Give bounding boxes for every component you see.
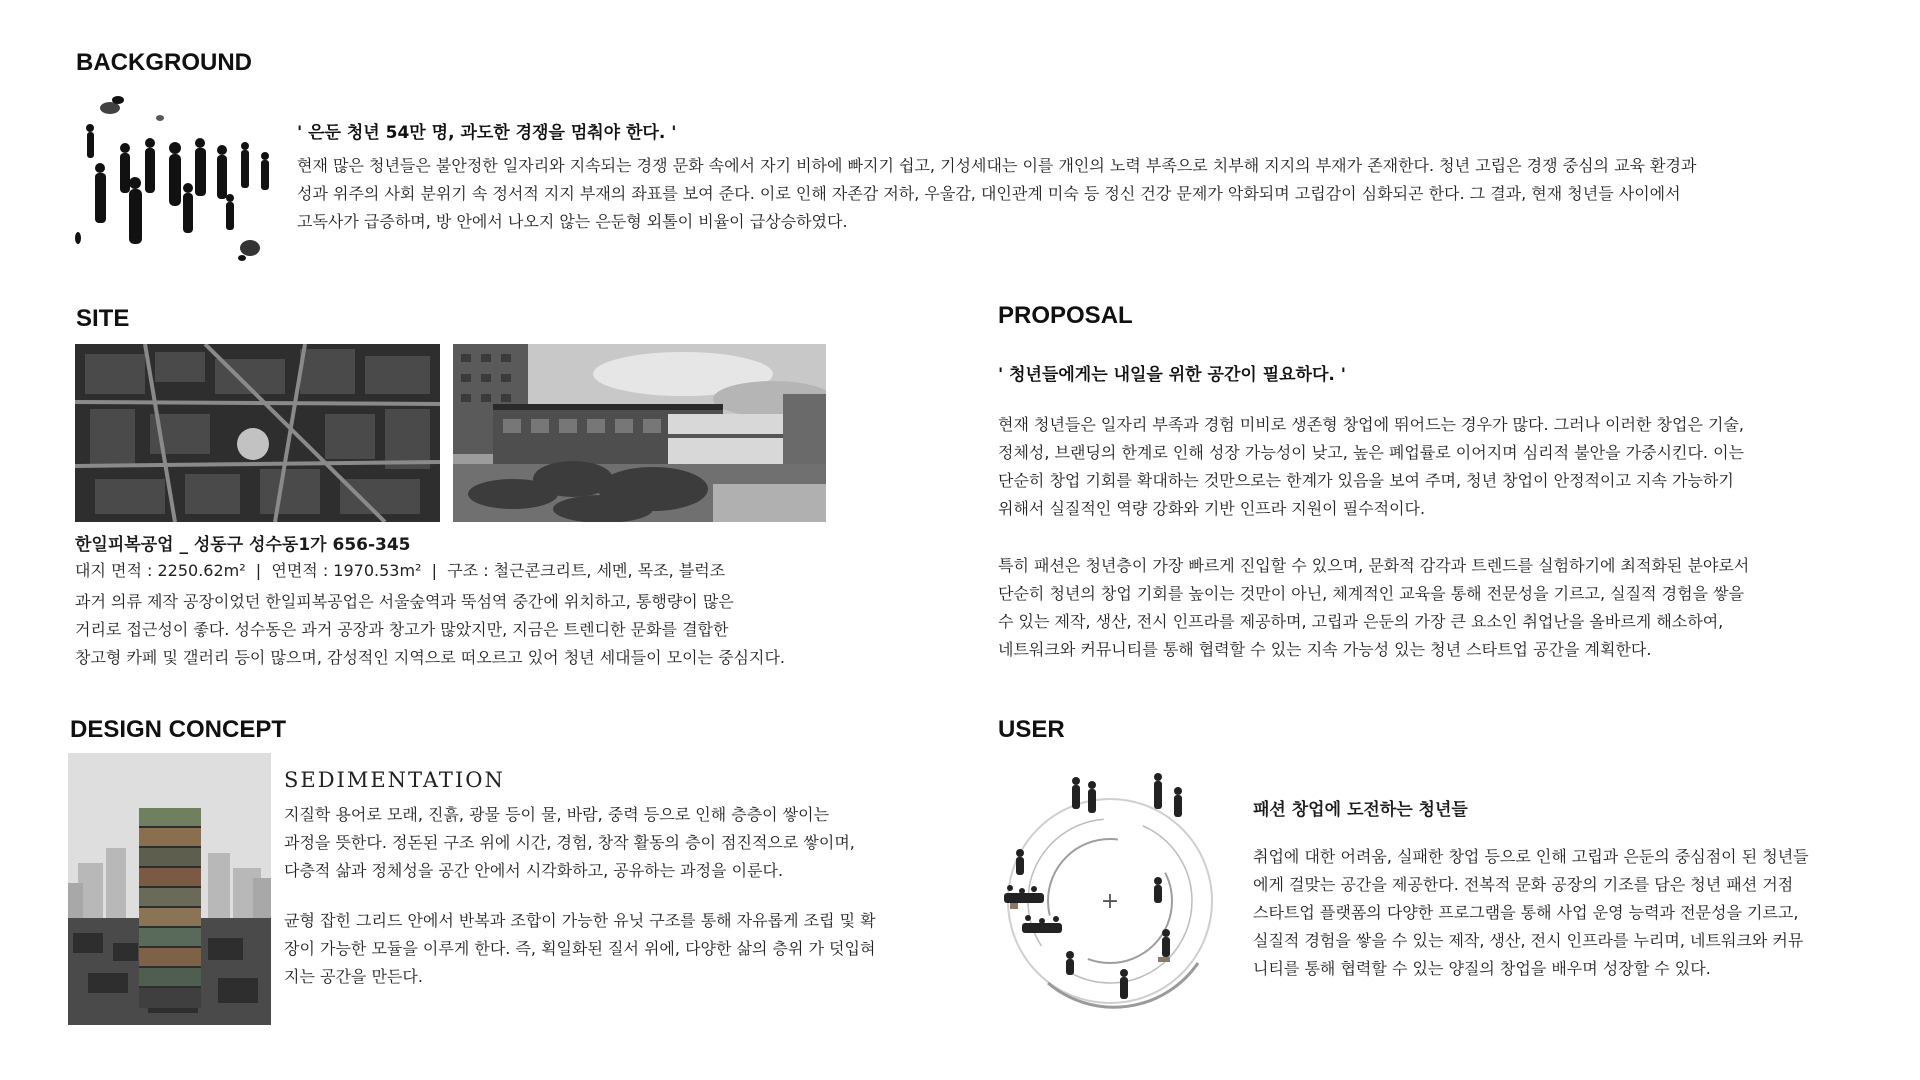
site-title: SITE — [76, 305, 130, 332]
paragraph-line: 단순히 청년의 창업 기회를 높이는 것만이 아닌, 체계적인 교육을 통해 전문성을 기르고, 실질적 경험을 쌓을 — [998, 584, 1744, 603]
paragraph-line: 성과 위주의 사회 분위기 속 정서적 지지 부재의 좌표를 보여 준다. 이로 인해 자존감 저하, 우울감, 대인관계 미숙 등 정신 건강 문제가 악화되며 고립감이 심화되곤 한다. 그 결과, 현재 청년들 사이에서 — [297, 184, 1681, 203]
paragraph-line: 과거 의류 제작 공장이었던 한일피복공업은 서울숲역과 뚝섬역 중간에 위치하고, 통행량이 많은 — [75, 592, 734, 611]
paragraph-line: 네트워크와 커뮤니티를 통해 협력할 수 있는 지속 가능성 있는 청년 스타트업 공간을 계획한다. — [998, 640, 1652, 659]
proposal-paragraph-2 — [998, 552, 1749, 664]
tower-collage-illustration — [68, 753, 271, 1025]
paragraph-line: 에게 걸맞는 공간을 제공한다. 전복적 문화 공장의 기조를 담은 청년 패션 거점 — [1253, 875, 1794, 894]
paragraph-line: 위해서 실질적인 역량 강화와 기반 인프라 지원이 필수적이다. — [998, 499, 1426, 518]
site-name: 한일피복공업 _ 성동구 성수동1가 656-345 — [75, 535, 411, 555]
paragraph-line: 고독사가 급증하며, 방 안에서 나오지 않는 은둔형 외톨이 비율이 급상승하였다. — [297, 212, 848, 231]
user-subtitle: 패션 창업에 도전하는 청년들 — [1253, 800, 1468, 820]
user-paragraph — [1253, 843, 1809, 983]
background-quote: ' 은둔 청년 54만 명, 과도한 경쟁을 멈춰야 한다. ' — [297, 123, 677, 143]
user-title: USER — [998, 716, 1065, 743]
site-paragraph — [75, 588, 785, 672]
site-specs: 대지 면적 : 2250.62m² | 연면적 : 1970.53m² | 구조 : 철근콘크리트, 세멘, 목조, 블럭조 — [75, 561, 726, 580]
paragraph-line: 거리로 접근성이 좋다. 성수동은 과거 공장과 창고가 많았지만, 지금은 트렌디한 문화를 결합한 — [75, 620, 729, 639]
paragraph-line: 스타트업 플랫폼의 다양한 프로그램을 통해 사업 운영 능력과 전문성을 기르고, — [1253, 903, 1799, 922]
paragraph-line: 창고형 카페 및 갤러리 등이 많으며, 감성적인 지역으로 떠오르고 있어 청년 세대들이 모이는 중심지다. — [75, 648, 785, 667]
paragraph-line: 수 있는 제작, 생산, 전시 인프라를 제공하며, 고립과 은둔의 가장 큰 요소인 취업난을 올바르게 해소하여, — [998, 612, 1724, 631]
background-paragraph — [297, 152, 1696, 236]
paragraph-line: 장이 가능한 모듈을 이루게 한다. 즉, 획일화된 질서 위에, 다양한 삶의 층위 가 덧입혀 — [284, 939, 876, 958]
crowd-silhouettes-illustration — [70, 88, 290, 266]
paragraph-line: 지질학 용어로 모래, 진흙, 광물 등이 물, 바람, 중력 등으로 인해 층층이 쌓이는 — [284, 805, 830, 824]
concept-subtitle: SEDIMENTATION — [284, 768, 505, 792]
paragraph-line: 현재 청년들은 일자리 부족과 경험 미비로 생존형 창업에 뛰어드는 경우가 많다. 그러나 이러한 창업은 기술, — [998, 415, 1744, 434]
paragraph-line: 특히 패션은 청년층이 가장 빠르게 진입할 수 있으며, 문화적 감각과 트렌드를 실험하기에 최적화된 분야로서 — [998, 556, 1750, 575]
aerial-map-illustration — [75, 344, 440, 522]
paragraph-line: 현재 많은 청년들은 불안정한 일자리와 지속되는 경쟁 문화 속에서 자기 비하에 빠지기 쉽고, 기성세대는 이를 개인의 노력 부족으로 치부해 지지의 부재가 존재한다. 청년 고립은 경쟁 중심의 교육 환경과 — [297, 156, 1697, 175]
design-concept-title: DESIGN CONCEPT — [70, 716, 287, 743]
concept-tower-image — [68, 753, 271, 1025]
paragraph-line: 균형 잡힌 그리드 안에서 반복과 조합이 가능한 유닛 구조를 통해 자유롭게 조립 및 확 — [284, 911, 876, 930]
proposal-quote: ' 청년들에게는 내일을 위한 공간이 필요하다. ' — [998, 365, 1346, 385]
paragraph-line: 니티를 통해 협력할 수 있는 양질의 창업을 배우며 성장할 수 있다. — [1253, 959, 1711, 978]
background-crowd-image — [70, 88, 290, 266]
paragraph-line: 취업에 대한 어려움, 실패한 창업 등으로 인해 고립과 은둔의 중심점이 된 청년들 — [1253, 847, 1809, 866]
user-diagram-image — [998, 763, 1238, 1018]
paragraph-line: 실질적 경험을 쌓을 수 있는 제작, 생산, 전시 인프라를 누리며, 네트워크와 커뮤 — [1253, 931, 1804, 950]
user-circle-diagram — [998, 763, 1238, 1018]
paragraph-line: 정체성, 브랜딩의 한계로 인해 성장 가능성이 낮고, 높은 폐업률로 이어지며 심리적 불안을 가중시킨다. 이는 — [998, 443, 1744, 462]
concept-paragraph-1 — [284, 801, 855, 885]
proposal-paragraph-1 — [998, 411, 1744, 523]
background-title: BACKGROUND — [76, 49, 252, 76]
concept-paragraph-2 — [284, 907, 876, 991]
diagram-center-mark: + — [1100, 889, 1120, 914]
paragraph-line: 다층적 삶과 정체성을 공간 안에서 시각화하고, 공유하는 과정을 이룬다. — [284, 861, 784, 880]
factory-photo-illustration — [453, 344, 826, 522]
paragraph-line: 과정을 뜻한다. 정돈된 구조 위에 시간, 경험, 창작 활동의 층이 점진적으로 쌓이며, — [284, 833, 855, 852]
paragraph-line: 단순히 창업 기회를 확대하는 것만으로는 한계가 있음을 보여 주며, 청년 창업이 안정적이고 지속 가능하기 — [998, 471, 1734, 490]
paragraph-line: 지는 공간을 만든다. — [284, 967, 423, 986]
site-aerial-map-image — [75, 344, 440, 522]
proposal-title: PROPOSAL — [998, 302, 1133, 329]
site-factory-photo — [453, 344, 826, 522]
